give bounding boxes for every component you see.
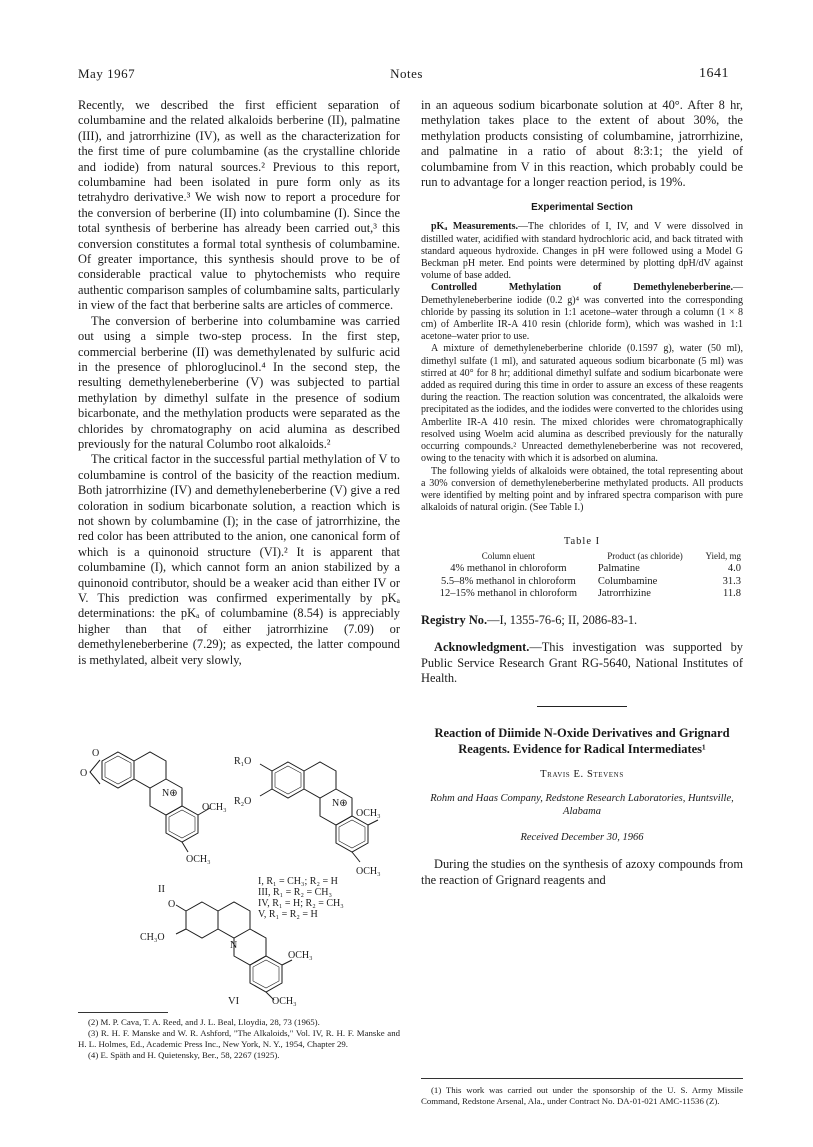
paragraph-critical-factor: The critical factor in the successful partial methylation of V to columbamine is control of the basicity of the reaction medium. Both jatrorrhizine (IV) and demethyleneberberine (V) give a red coloration in sodium bicarbonate solution, a reaction which is not shown by columbamine (I); in the case of jatrorrhizine, the red color has been attributed to the anion, one canonical form of which is a quinonoid structure (VI).² It is apparent that columbamine (I), which cannot form an anion stabilized by a quinonoid contributor, should be a weaker acid than either IV or V. This prediction was confirmed experimentally by pKₐ determinations: the pKₐ of columbamine (8.54) is appreciably higher than that of either jatrorrhizine (7.09) or demethyleneberberine (7.29); as expected, the latter compound is methylated, albeit very slowly, [78, 452, 400, 667]
running-header-section: Notes [390, 66, 423, 81]
registry-text: —I, 1355-76-6; II, 2086-83-1. [487, 612, 638, 627]
article-title: Reaction of Diimide N-Oxide Derivatives and Grignard Reagents. Evidence for Radical Intermediates¹ [434, 726, 730, 757]
label-och3-II-b: OCH₃ [186, 854, 211, 865]
left-column [78, 98, 400, 668]
ack-label: Acknowledgment. [434, 640, 530, 655]
table-cell: 4.0 [727, 563, 741, 575]
compound-label-VI: VI [228, 996, 240, 1007]
table-cell: Columbamine [597, 575, 658, 587]
article-intro: During the studies on the synthesis of azoxy compounds from the reaction of Grignard reagents and [421, 857, 743, 887]
paragraph-conversion: The conversion of berberine into columbamine was carried out using a simple two-step process. In the first step, commercial berberine (II) was demethylenated by sulfuric acid in the presence of phloroglucinol.⁴ In the second step, the resulting demethyleneberberine (V) was subjected to partial methylation by dimethyl sulfate in the presence of sodium bicarbonate, and the methylation products were separated as the chlorides by chromatography on acid alumina as described previously for the natural Columbo root alkaloids.² [78, 313, 400, 451]
label-och3-generic-a: OCH₃ [356, 808, 381, 819]
compound-label-II: II [158, 884, 165, 895]
pka-text: —The chlorides of I, IV, and V were dissolved in distilled water, acidified with standard hydrochloric acid, and back titrated with standard aqueous hydroxide. Changes in pH were followed using a Model G Beckman pH meter. End points were determined by plotting dpH/dV against volume of base added. [421, 221, 743, 282]
article-separator [537, 706, 627, 707]
registry-label: Registry No. [421, 612, 488, 627]
article-author: Travis E. Stevens [540, 769, 624, 781]
page-number: 1641 [699, 66, 729, 81]
yield-table [421, 551, 743, 601]
table-cell: 11.8 [723, 588, 741, 600]
table-cell: 31.3 [722, 575, 741, 587]
running-header-date: May 1967 [78, 66, 136, 81]
label-nitrogen-II: N⊕ [162, 788, 178, 799]
label-och3-II-a: OCH₃ [202, 802, 227, 813]
table-header-yield: Yield, mg [705, 551, 741, 562]
experimental-heading: Experimental Section [531, 202, 633, 214]
footnote-4: (4) E. Späth and H. Quietensky, Ber., 58, 2267 (1925). [88, 1050, 280, 1060]
table-row [421, 563, 743, 576]
footnote-rule [78, 1012, 168, 1013]
paragraph-mixture: A mixture of demethyleneberberine chloride (0.1597 g), water (50 ml), dimethyl sulfate (1 ml), and saturated aqueous sodium bicarbonate (5 ml) was stirred at 40° for 8 hr; additional dimethyl sulfate and sodium bicarbonate were added as required during this time in order to assure an excess of these reagents during the reaction. The reaction solution was concentrated, the alkaloids were precipitated as the iodides, and the iodides were converted to the chlorides using Amberlite IR-A 410 resin. The mixed chlorides were chromatographically resolved using Woelm acid alumina as described previously for the naturally occurring compounds.² Unreacted demethyleneberberine was not recovered, owing to the tenacity with which it is adsorbed on alumina. [421, 343, 743, 465]
cm-text: —Demethyleneberberine iodide (0.2 g)⁴ was converted into the corresponding chloride by passing its solution in 1:1 acetone–water through a column (1 × 8 cm) of Amberlite IR-A 410 resin (chloride form), which was washed in 1:1 acetone–water prior to use. [421, 282, 743, 343]
table-header-eluent: Column eluent [481, 551, 536, 562]
table-cell: 12–15% methanol in chloroform [439, 588, 578, 600]
legend-line-3: IV, R₁ = H; R₂ = CH₃ [258, 898, 344, 909]
label-oxygen-bottom: O [80, 768, 88, 779]
label-nitrogen-VI: N [230, 940, 238, 951]
article-received-date: Received December 30, 1966 [520, 832, 644, 844]
footnote-1: (1) This work was carried out under the sponsorship of the U. S. Army Missile Command, Redstone Arsenal, Ala., under Contract No. DA-01-021 AMC-11536 (Z). [421, 1085, 743, 1106]
legend-line-1: I, R₁ = CH₃; R₂ = H [258, 876, 338, 887]
paragraph-controlled-methylation [421, 282, 743, 343]
paragraph-pka [421, 221, 743, 282]
table-title: Table I [563, 536, 601, 548]
table-row [421, 588, 743, 601]
ack-text: —This investigation was supported by Public Service Research Grant RG-5640, National Institutes of Health. [421, 640, 743, 686]
left-footnotes [78, 1012, 400, 1061]
cm-runin-head: Controlled Methylation of Demethyleneberberine. [431, 282, 733, 294]
label-r2o: R₂O [234, 796, 252, 807]
acknowledgment [421, 640, 743, 686]
right-column [421, 98, 743, 888]
paragraph-continued: in an aqueous sodium bicarbonate solution at 40°. After 8 hr, methylation takes place to the extent of about 30%, the methylation products consisting of columbamine, jatrorrhizine, and palmatine in a ratio of about 8:3:1; the yield of columbamine from V in this reaction, which probably could be run to advantage for a longer reaction period, is 19%. [421, 98, 743, 190]
table-header-product: Product (as chloride) [607, 551, 683, 562]
structure-berberine [90, 752, 210, 852]
label-ch3o-VI: CH₃O [140, 932, 165, 943]
right-footnote [421, 1078, 743, 1107]
legend-line-4: V, R₁ = R₂ = H [258, 909, 318, 920]
table-cell: 5.5–8% methanol in chloroform [441, 575, 576, 587]
footnote-2: (2) M. P. Cava, T. A. Reed, and J. L. Beal, Lloydia, 28, 73 (1965). [88, 1017, 320, 1027]
pka-runin-head: pKₐ Measurements. [431, 221, 518, 233]
label-oxygen-VI: O [168, 899, 176, 910]
table-row [421, 576, 743, 589]
label-nitrogen-generic: N⊕ [332, 798, 348, 809]
structure-figure [78, 742, 400, 1007]
label-och3-VI-b: OCH₃ [272, 996, 297, 1007]
paragraph-yields: The following yields of alkaloids were obtained, the total representing about a 30% conversion of demethyleneberberine methylated products. All products were identified by melting point and by infrared spectra comparison with pure alkaloids of natural origin. (See Table I.) [421, 465, 743, 514]
registry-numbers [421, 613, 743, 628]
paragraph-intro: Recently, we described the first efficient separation of columbamine and the related alkaloids berberine (II), palmatine (III), and jatrorrhizine (IV), as well as the characterization for the first time of pure columbamine (as the crystalline chloride and iodide) from natural sources.² Previous to this report, columbamine had been isolated in pure form only as its tetrahydro derivative.³ We wish now to report a procedure for the conversion of berberine (II) into columbamine (I). Since the total synthesis of berberine has already been carried out,³ this conversion constitutes a formal total synthesis of columbamine. Of greater importance, this synthesis should prove to be of considerable practical value to phytochemists who require authentic comparison samples of columbamine salts, particularly in view of the fact that berberine salts are articles of commerce. [78, 98, 400, 313]
chemical-structures [78, 742, 400, 1007]
legend-line-2: III, R₁ = R₂ = CH₃ [258, 887, 332, 898]
table-cell: 4% methanol in chloroform [450, 563, 567, 575]
label-och3-VI-a: OCH₃ [288, 950, 313, 961]
label-oxygen-top: O [92, 748, 100, 759]
table-header-row [421, 551, 743, 563]
footnote-3: (3) R. H. F. Manske and W. R. Ashford, "The Alkaloids," Vol. IV, R. H. F. Manske and H. L. Holmes, Ed., Academic Press Inc., New York, N. Y., 1954, Chapter 29. [78, 1028, 400, 1049]
table-cell: Jatrorrhizine [597, 588, 651, 600]
table-cell: Palmatine [597, 563, 640, 575]
label-r1o: R₁O [234, 756, 252, 767]
label-och3-generic-b: OCH₃ [356, 866, 381, 877]
article-affiliation: Rohm and Haas Company, Redstone Research Laboratories, Huntsville, Alabama [430, 793, 734, 818]
